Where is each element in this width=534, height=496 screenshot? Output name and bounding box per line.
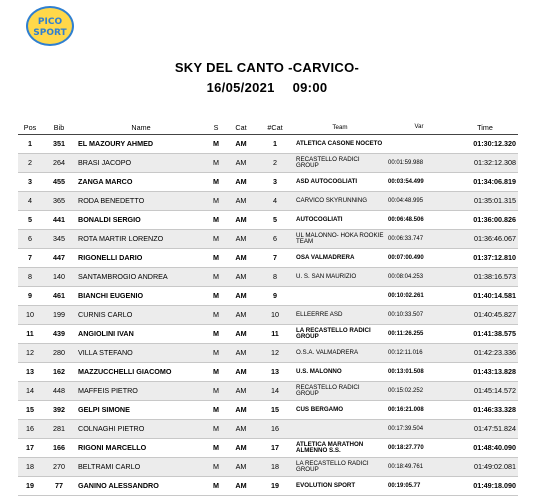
cell-bib: 280 bbox=[42, 344, 76, 363]
cell-pos: 9 bbox=[18, 287, 42, 306]
cell-var: 00:13:01.508 bbox=[386, 363, 452, 382]
cell-team: O.S.A. VALMADRERA bbox=[294, 344, 386, 363]
cell-team: ATLETICA MARATHON ALMENNO S.S. bbox=[294, 439, 386, 458]
cell-pos: 11 bbox=[18, 325, 42, 344]
cell-sex: M bbox=[206, 344, 226, 363]
cell-pos: 5 bbox=[18, 211, 42, 230]
cell-cat-rank: 16 bbox=[256, 420, 294, 439]
race-datetime bbox=[0, 80, 534, 95]
race-time: 09:00 bbox=[292, 80, 328, 95]
cell-name: RIGONI MARCELLO bbox=[76, 439, 206, 458]
table-row bbox=[18, 173, 518, 192]
cell-time: 01:43:13.828 bbox=[452, 363, 518, 382]
cell-sex: M bbox=[206, 382, 226, 401]
cell-bib: 77 bbox=[42, 477, 76, 496]
table-row bbox=[18, 325, 518, 344]
cell-var: 00:07:00.490 bbox=[386, 249, 452, 268]
cell-sex: M bbox=[206, 458, 226, 477]
cell-sex: M bbox=[206, 230, 226, 249]
cell-team: LA RECASTELLO RADICI GROUP bbox=[294, 325, 386, 344]
cell-cat: AM bbox=[226, 344, 256, 363]
cell-cat-rank: 19 bbox=[256, 477, 294, 496]
cell-var: 00:06:33.747 bbox=[386, 230, 452, 249]
col-time: Time bbox=[452, 120, 518, 135]
cell-var: 00:19:05.77 bbox=[386, 477, 452, 496]
cell-var: 00:17:39.504 bbox=[386, 420, 452, 439]
logo-line2: SPORT bbox=[33, 28, 67, 38]
cell-name: BELTRAMI CARLO bbox=[76, 458, 206, 477]
cell-sex: M bbox=[206, 192, 226, 211]
cell-team: ASD AUTOCOGLIATI bbox=[294, 173, 386, 192]
cell-team: ATLETICA CASONE NOCETO bbox=[294, 135, 386, 154]
cell-cat-rank: 17 bbox=[256, 439, 294, 458]
cell-cat: AM bbox=[226, 192, 256, 211]
table-row bbox=[18, 249, 518, 268]
race-date: 16/05/2021 bbox=[206, 80, 275, 95]
cell-time: 01:38:16.573 bbox=[452, 268, 518, 287]
cell-var: 00:10:33.507 bbox=[386, 306, 452, 325]
table-row bbox=[18, 154, 518, 173]
cell-cat: AM bbox=[226, 287, 256, 306]
cell-pos: 19 bbox=[18, 477, 42, 496]
cell-cat-rank: 3 bbox=[256, 173, 294, 192]
cell-sex: M bbox=[206, 154, 226, 173]
cell-bib: 351 bbox=[42, 135, 76, 154]
cell-bib: 162 bbox=[42, 363, 76, 382]
cell-time: 01:41:38.575 bbox=[452, 325, 518, 344]
pico-sport-logo bbox=[26, 6, 74, 46]
cell-var: 00:03:54.499 bbox=[386, 173, 452, 192]
cell-cat: AM bbox=[226, 249, 256, 268]
cell-team: UL MALONNO- HOKA ROOKIE TEAM bbox=[294, 230, 386, 249]
cell-bib: 441 bbox=[42, 211, 76, 230]
cell-var: 00:10:02.261 bbox=[386, 287, 452, 306]
table-row bbox=[18, 211, 518, 230]
cell-var: 00:15:02.252 bbox=[386, 382, 452, 401]
table-row bbox=[18, 268, 518, 287]
cell-time: 01:40:14.581 bbox=[452, 287, 518, 306]
col-cat: Cat bbox=[226, 120, 256, 135]
cell-cat: AM bbox=[226, 477, 256, 496]
table-row bbox=[18, 458, 518, 477]
cell-cat: AM bbox=[226, 230, 256, 249]
cell-cat: AM bbox=[226, 325, 256, 344]
cell-team: CARVICO SKYRUNNING bbox=[294, 192, 386, 211]
table-row bbox=[18, 230, 518, 249]
cell-team: RECASTELLO RADICI GROUP bbox=[294, 382, 386, 401]
table-row bbox=[18, 344, 518, 363]
cell-name: SANTAMBROGIO ANDREA bbox=[76, 268, 206, 287]
cell-team: RECASTELLO RADICI GROUP bbox=[294, 154, 386, 173]
cell-sex: M bbox=[206, 401, 226, 420]
cell-bib: 365 bbox=[42, 192, 76, 211]
cell-name: BIANCHI EUGENIO bbox=[76, 287, 206, 306]
cell-sex: M bbox=[206, 477, 226, 496]
cell-name: RIGONELLI DARIO bbox=[76, 249, 206, 268]
cell-var: 00:12:11.016 bbox=[386, 344, 452, 363]
cell-cat-rank: 13 bbox=[256, 363, 294, 382]
table-row bbox=[18, 382, 518, 401]
cell-time: 01:37:12.810 bbox=[452, 249, 518, 268]
cell-pos: 8 bbox=[18, 268, 42, 287]
cell-name: MAFFEIS PIETRO bbox=[76, 382, 206, 401]
cell-team: AUTOCOGLIATI bbox=[294, 211, 386, 230]
cell-bib: 461 bbox=[42, 287, 76, 306]
cell-sex: M bbox=[206, 439, 226, 458]
cell-cat-rank: 15 bbox=[256, 401, 294, 420]
cell-cat-rank: 5 bbox=[256, 211, 294, 230]
cell-cat-rank: 2 bbox=[256, 154, 294, 173]
cell-var: 00:01:59.988 bbox=[386, 154, 452, 173]
cell-bib: 166 bbox=[42, 439, 76, 458]
cell-sex: M bbox=[206, 363, 226, 382]
cell-team bbox=[294, 287, 386, 306]
cell-time: 01:36:46.067 bbox=[452, 230, 518, 249]
cell-sex: M bbox=[206, 135, 226, 154]
cell-name: MAZZUCCHELLI GIACOMO bbox=[76, 363, 206, 382]
cell-pos: 17 bbox=[18, 439, 42, 458]
table-row bbox=[18, 420, 518, 439]
cell-pos: 3 bbox=[18, 173, 42, 192]
race-title: SKY DEL CANTO -CARVICO- bbox=[174, 60, 360, 75]
cell-time: 01:49:02.081 bbox=[452, 458, 518, 477]
cell-team: EVOLUTION SPORT bbox=[294, 477, 386, 496]
cell-var bbox=[386, 135, 452, 154]
cell-time: 01:48:40.090 bbox=[452, 439, 518, 458]
cell-bib: 264 bbox=[42, 154, 76, 173]
cell-time: 01:32:12.308 bbox=[452, 154, 518, 173]
cell-cat: AM bbox=[226, 154, 256, 173]
cell-var: 00:11:26.255 bbox=[386, 325, 452, 344]
cell-team: LA RECASTELLO RADICI GROUP bbox=[294, 458, 386, 477]
cell-name: BRASI JACOPO bbox=[76, 154, 206, 173]
cell-time: 01:42:23.336 bbox=[452, 344, 518, 363]
cell-cat-rank: 10 bbox=[256, 306, 294, 325]
cell-cat: AM bbox=[226, 173, 256, 192]
table-row bbox=[18, 401, 518, 420]
cell-cat: AM bbox=[226, 268, 256, 287]
cell-pos: 16 bbox=[18, 420, 42, 439]
cell-time: 01:36:00.826 bbox=[452, 211, 518, 230]
cell-cat-rank: 14 bbox=[256, 382, 294, 401]
cell-name: RODA BENEDETTO bbox=[76, 192, 206, 211]
cell-bib: 448 bbox=[42, 382, 76, 401]
cell-bib: 439 bbox=[42, 325, 76, 344]
cell-name: ANGIOLINI IVAN bbox=[76, 325, 206, 344]
cell-cat: AM bbox=[226, 211, 256, 230]
cell-var: 00:18:27.770 bbox=[386, 439, 452, 458]
col-pos: Pos bbox=[18, 120, 42, 135]
cell-cat: AM bbox=[226, 420, 256, 439]
cell-name: ROTA MARTIR LORENZO bbox=[76, 230, 206, 249]
cell-team bbox=[294, 420, 386, 439]
cell-pos: 15 bbox=[18, 401, 42, 420]
cell-team: U.S. MALONNO bbox=[294, 363, 386, 382]
cell-pos: 6 bbox=[18, 230, 42, 249]
cell-sex: M bbox=[206, 211, 226, 230]
cell-sex: M bbox=[206, 249, 226, 268]
cell-time: 01:34:06.819 bbox=[452, 173, 518, 192]
cell-name: COLNAGHI PIETRO bbox=[76, 420, 206, 439]
table-row bbox=[18, 192, 518, 211]
cell-pos: 12 bbox=[18, 344, 42, 363]
cell-var: 00:08:04.253 bbox=[386, 268, 452, 287]
cell-bib: 270 bbox=[42, 458, 76, 477]
cell-cat: AM bbox=[226, 439, 256, 458]
table-row bbox=[18, 477, 518, 496]
cell-bib: 345 bbox=[42, 230, 76, 249]
table-row bbox=[18, 363, 518, 382]
col-name: Name bbox=[76, 120, 206, 135]
cell-team: OSA VALMADRERA bbox=[294, 249, 386, 268]
cell-bib: 140 bbox=[42, 268, 76, 287]
cell-pos: 18 bbox=[18, 458, 42, 477]
cell-cat: AM bbox=[226, 382, 256, 401]
cell-pos: 4 bbox=[18, 192, 42, 211]
cell-cat: AM bbox=[226, 363, 256, 382]
cell-cat-rank: 7 bbox=[256, 249, 294, 268]
table-row bbox=[18, 306, 518, 325]
cell-time: 01:35:01.315 bbox=[452, 192, 518, 211]
cell-team: CUS BERGAMO bbox=[294, 401, 386, 420]
cell-time: 01:47:51.824 bbox=[452, 420, 518, 439]
table-row bbox=[18, 439, 518, 458]
cell-var: 00:04:48.995 bbox=[386, 192, 452, 211]
cell-pos: 1 bbox=[18, 135, 42, 154]
cell-pos: 2 bbox=[18, 154, 42, 173]
col-cat-rank: #Cat bbox=[256, 120, 294, 135]
col-bib: Bib bbox=[42, 120, 76, 135]
col-sex: S bbox=[206, 120, 226, 135]
cell-cat-rank: 1 bbox=[256, 135, 294, 154]
table-row bbox=[18, 135, 518, 154]
cell-cat-rank: 12 bbox=[256, 344, 294, 363]
cell-cat-rank: 9 bbox=[256, 287, 294, 306]
cell-bib: 281 bbox=[42, 420, 76, 439]
cell-name: GELPI SIMONE bbox=[76, 401, 206, 420]
cell-sex: M bbox=[206, 287, 226, 306]
cell-cat: AM bbox=[226, 401, 256, 420]
cell-cat: AM bbox=[226, 306, 256, 325]
cell-pos: 13 bbox=[18, 363, 42, 382]
cell-time: 01:30:12.320 bbox=[452, 135, 518, 154]
cell-pos: 14 bbox=[18, 382, 42, 401]
cell-bib: 392 bbox=[42, 401, 76, 420]
cell-cat: AM bbox=[226, 458, 256, 477]
cell-cat-rank: 4 bbox=[256, 192, 294, 211]
col-team: Team bbox=[294, 120, 386, 135]
col-var: Var bbox=[386, 120, 452, 135]
cell-name: BONALDI SERGIO bbox=[76, 211, 206, 230]
logo-wordmark bbox=[30, 12, 70, 40]
cell-sex: M bbox=[206, 173, 226, 192]
logo-line1: PICO bbox=[37, 17, 63, 27]
cell-time: 01:46:33.328 bbox=[452, 401, 518, 420]
cell-var: 00:16:21.008 bbox=[386, 401, 452, 420]
cell-name: CURNIS CARLO bbox=[76, 306, 206, 325]
cell-pos: 7 bbox=[18, 249, 42, 268]
cell-cat-rank: 8 bbox=[256, 268, 294, 287]
cell-sex: M bbox=[206, 420, 226, 439]
cell-sex: M bbox=[206, 325, 226, 344]
cell-cat: AM bbox=[226, 135, 256, 154]
cell-time: 01:40:45.827 bbox=[452, 306, 518, 325]
cell-time: 01:45:14.572 bbox=[452, 382, 518, 401]
cell-var: 00:18:49.761 bbox=[386, 458, 452, 477]
cell-cat-rank: 6 bbox=[256, 230, 294, 249]
header-row bbox=[18, 120, 518, 135]
cell-bib: 447 bbox=[42, 249, 76, 268]
cell-var: 00:06:48.506 bbox=[386, 211, 452, 230]
cell-bib: 455 bbox=[42, 173, 76, 192]
cell-team: ELLEERRE ASD bbox=[294, 306, 386, 325]
cell-sex: M bbox=[206, 306, 226, 325]
results-table bbox=[18, 120, 518, 496]
cell-name: GANINO ALESSANDRO bbox=[76, 477, 206, 496]
cell-cat-rank: 11 bbox=[256, 325, 294, 344]
cell-cat-rank: 18 bbox=[256, 458, 294, 477]
cell-name: ZANGA MARCO bbox=[76, 173, 206, 192]
cell-time: 01:49:18.090 bbox=[452, 477, 518, 496]
cell-name: EL MAZOURY AHMED bbox=[76, 135, 206, 154]
cell-sex: M bbox=[206, 268, 226, 287]
cell-pos: 10 bbox=[18, 306, 42, 325]
cell-bib: 199 bbox=[42, 306, 76, 325]
cell-team: U. S. SAN MAURIZIO bbox=[294, 268, 386, 287]
cell-name: VILLA STEFANO bbox=[76, 344, 206, 363]
table-row bbox=[18, 287, 518, 306]
